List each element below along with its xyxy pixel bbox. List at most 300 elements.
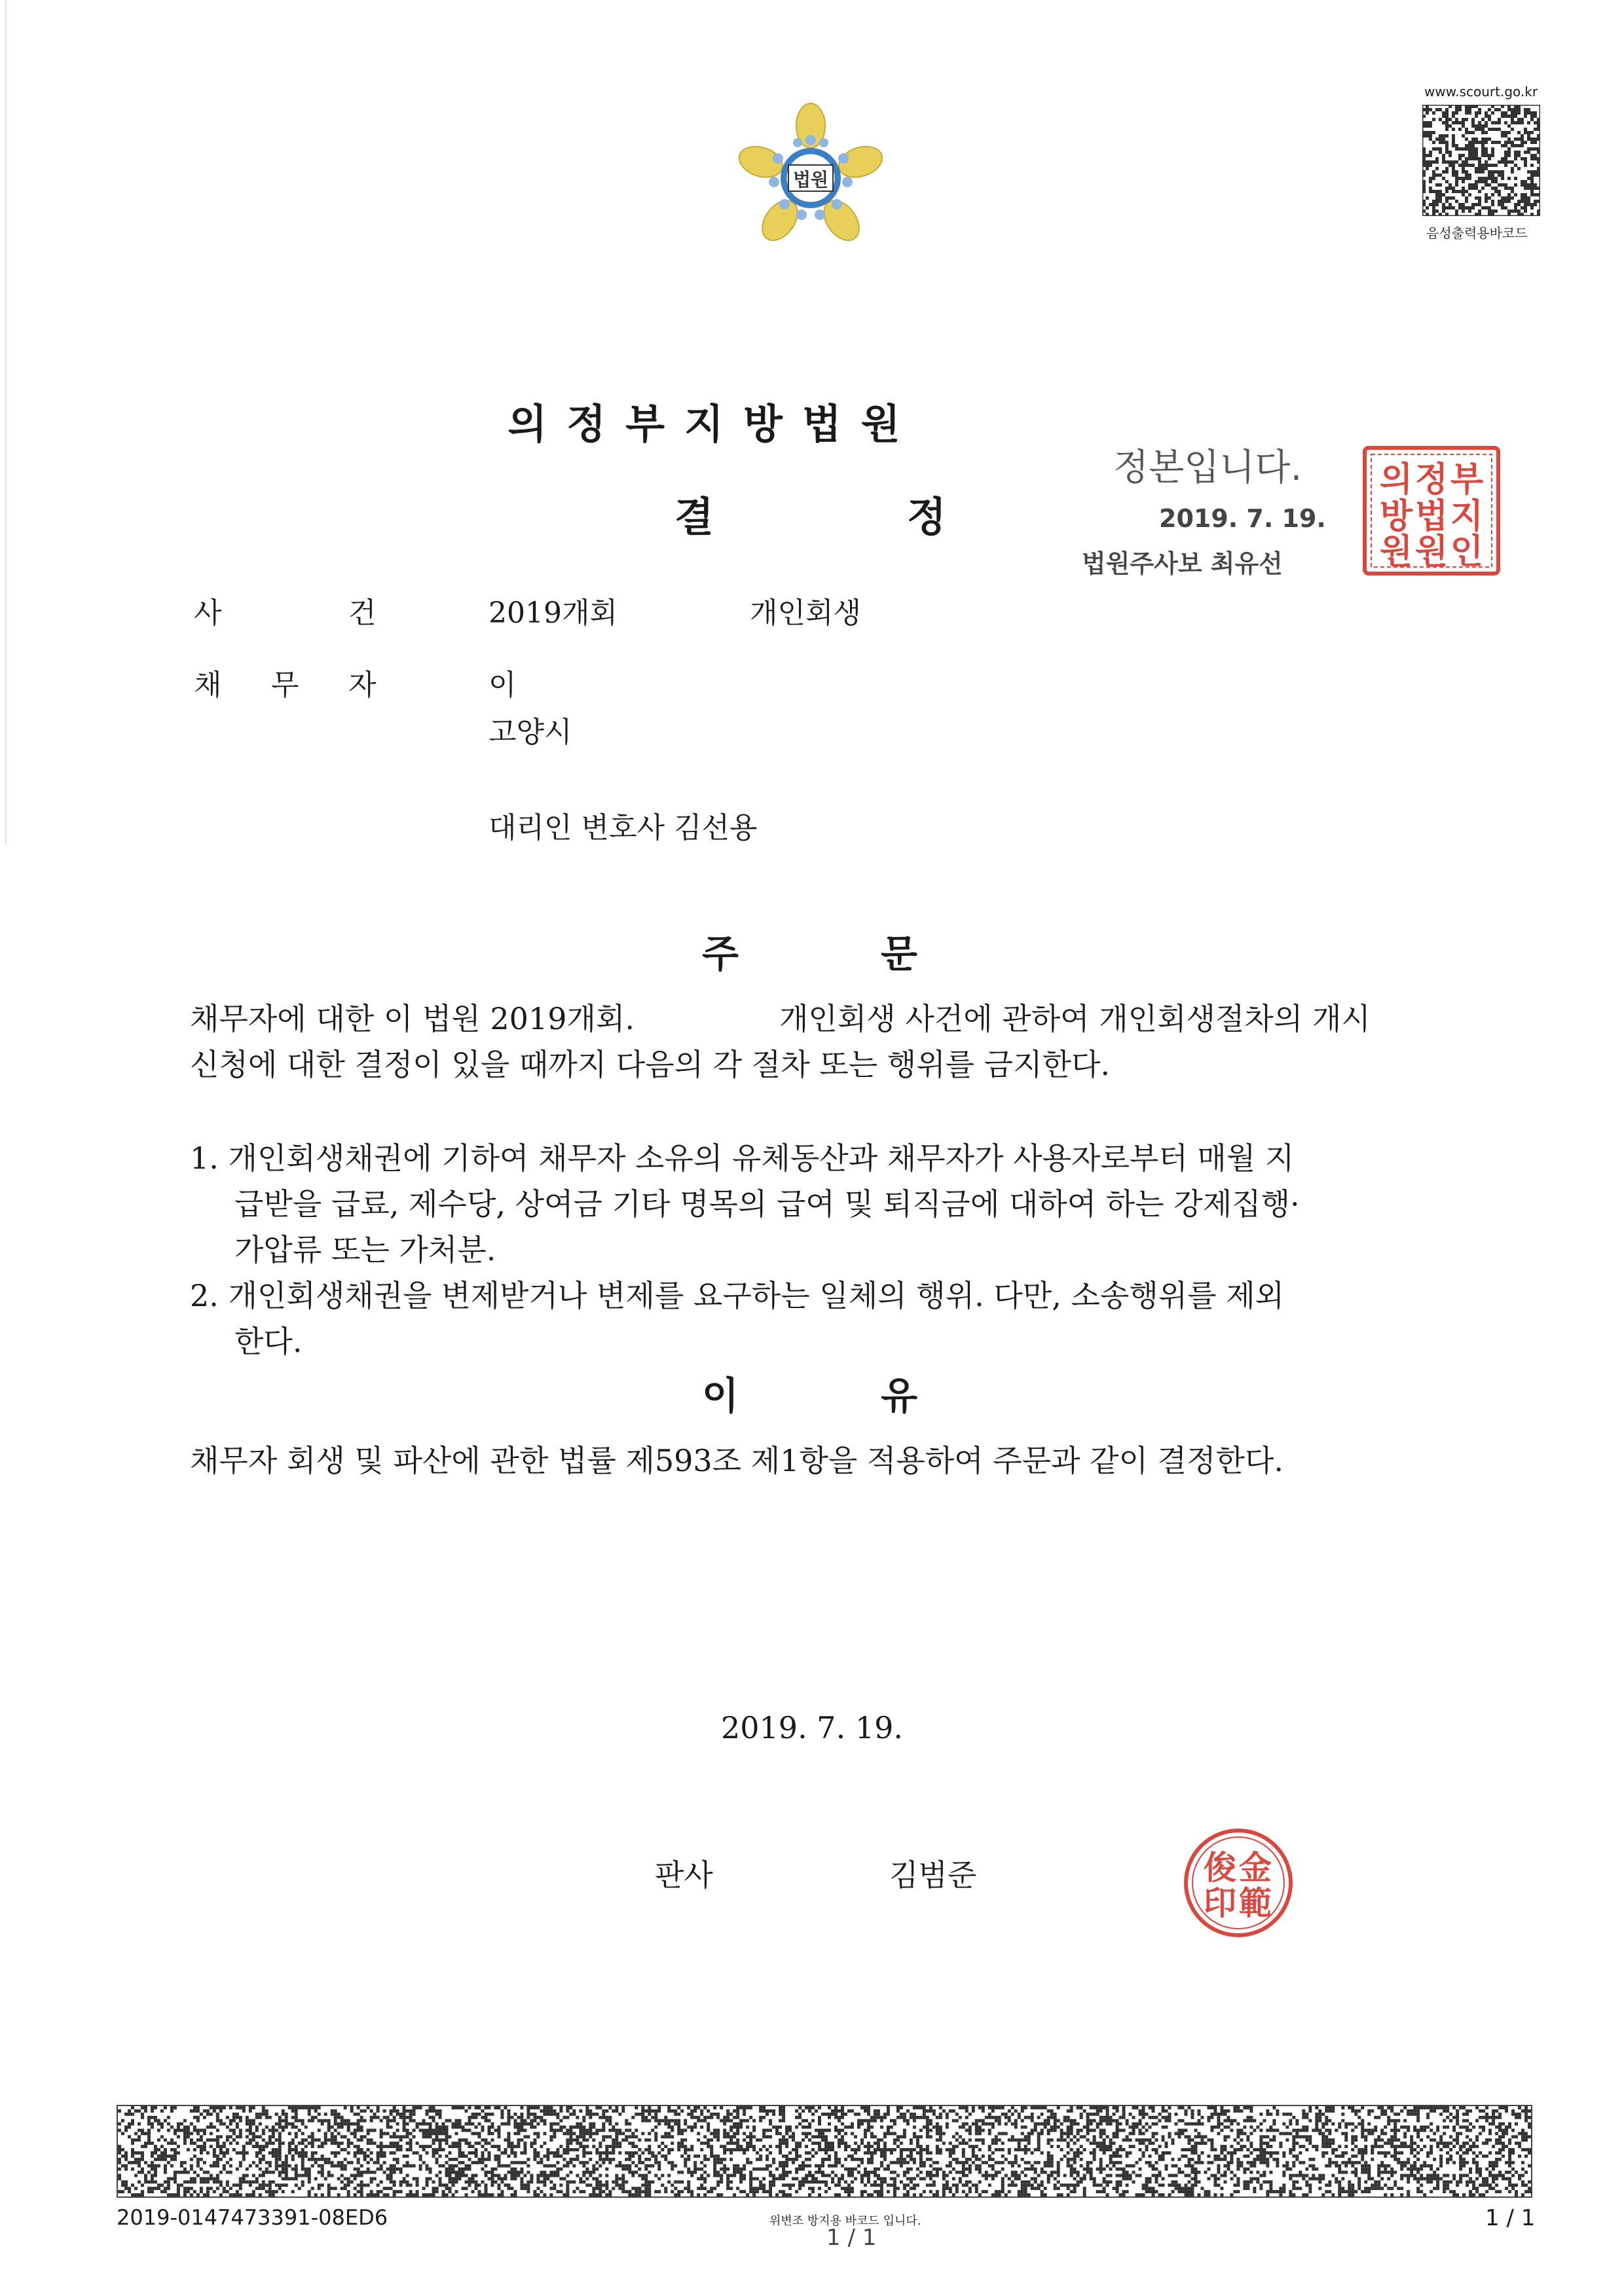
pattern-cell	[1050, 2155, 1054, 2158]
pattern-cell	[982, 2119, 985, 2123]
pattern-cell	[1190, 2148, 1194, 2151]
pattern-cell	[808, 2158, 811, 2161]
pattern-cell	[324, 2135, 327, 2138]
pattern-cell	[602, 2109, 605, 2113]
pattern-cell	[1054, 2171, 1057, 2174]
pattern-cell	[1390, 2109, 1393, 2113]
pattern-cell	[193, 2116, 196, 2119]
pattern-cell	[533, 2141, 536, 2145]
pattern-cell	[949, 2171, 952, 2174]
pattern-cell	[834, 2151, 838, 2155]
pattern-cell	[481, 2138, 484, 2141]
pattern-cell	[513, 2151, 517, 2155]
pattern-cell	[684, 2138, 687, 2141]
pattern-cell	[449, 2177, 452, 2180]
pattern-cell	[867, 2151, 870, 2155]
pattern-cell	[170, 2155, 174, 2158]
pattern-cell	[644, 2174, 648, 2178]
pattern-cell	[216, 2116, 219, 2119]
pattern-cell	[490, 2168, 494, 2171]
pattern-cell	[1530, 118, 1534, 121]
pattern-cell	[1357, 2148, 1361, 2151]
pattern-cell	[644, 2177, 648, 2180]
pattern-cell	[824, 2151, 828, 2155]
pattern-cell	[1318, 2119, 1321, 2123]
pattern-cell	[962, 2123, 965, 2126]
pattern-cell	[533, 2113, 536, 2116]
pattern-cell	[779, 2109, 782, 2113]
pattern-cell	[1439, 196, 1442, 200]
pattern-cell	[1249, 2164, 1253, 2168]
pattern-cell	[1455, 183, 1458, 187]
pattern-cell	[759, 2106, 762, 2109]
pattern-cell	[1397, 2145, 1400, 2148]
pattern-cell	[268, 2116, 272, 2119]
pattern-cell	[510, 2161, 513, 2164]
pattern-cell	[1521, 137, 1524, 141]
pattern-cell	[644, 2116, 648, 2119]
pattern-cell	[540, 2109, 543, 2113]
pattern-cell	[1361, 2135, 1364, 2138]
pattern-cell	[959, 2106, 962, 2109]
pattern-cell	[788, 2126, 792, 2129]
pattern-cell	[1504, 111, 1507, 115]
pattern-cell	[900, 2113, 903, 2116]
pattern-cell	[1462, 118, 1465, 121]
pattern-cell	[1361, 2129, 1364, 2132]
pattern-cell	[1050, 2126, 1054, 2129]
pattern-cell	[445, 2161, 449, 2164]
pattern-cell	[553, 2135, 556, 2138]
pattern-cell	[321, 2141, 324, 2145]
pattern-cell	[785, 2171, 788, 2174]
pattern-cell	[1534, 187, 1537, 190]
pattern-cell	[1498, 193, 1501, 196]
pattern-cell	[1132, 2171, 1135, 2174]
pattern-cell	[314, 2109, 318, 2113]
pattern-cell	[1377, 2174, 1380, 2178]
case-label-char-1: 사	[194, 596, 222, 630]
pattern-cell	[344, 2123, 347, 2126]
pattern-cell	[354, 2132, 357, 2135]
pattern-cell	[785, 2129, 788, 2132]
pattern-cell	[1518, 2106, 1521, 2109]
pattern-cell	[890, 2126, 893, 2129]
pattern-cell	[462, 2168, 465, 2171]
pattern-cell	[546, 2151, 549, 2155]
pattern-cell	[419, 2164, 422, 2168]
pattern-cell	[151, 2116, 154, 2119]
pattern-cell	[413, 2106, 416, 2109]
pattern-cell	[1439, 141, 1442, 144]
pattern-cell	[900, 2106, 903, 2109]
pattern-cell	[841, 2177, 844, 2180]
pattern-cell	[1090, 2171, 1093, 2174]
pattern-cell	[124, 2158, 128, 2161]
pattern-cell	[949, 2109, 952, 2113]
pattern-cell	[1086, 2129, 1090, 2132]
pattern-cell	[1113, 2151, 1116, 2155]
pattern-cell	[321, 2145, 324, 2148]
pattern-cell	[955, 2145, 959, 2148]
pattern-cell	[923, 2116, 926, 2119]
pattern-cell	[285, 2119, 288, 2123]
pattern-cell	[180, 2123, 183, 2126]
pattern-cell	[1446, 2109, 1449, 2113]
pattern-cell	[713, 2161, 716, 2164]
pattern-cell	[327, 2119, 331, 2123]
pattern-cell	[1371, 2177, 1374, 2180]
pattern-cell	[756, 2138, 759, 2141]
pattern-cell	[1325, 2151, 1328, 2155]
pattern-cell	[1285, 2168, 1289, 2171]
pattern-cell	[1449, 196, 1452, 200]
pattern-cell	[1047, 2116, 1050, 2119]
pattern-cell	[1468, 154, 1471, 157]
pattern-cell	[1462, 190, 1465, 193]
pattern-cell	[409, 2116, 413, 2119]
pattern-cell	[1462, 187, 1465, 190]
pattern-cell	[311, 2141, 314, 2145]
pattern-cell	[618, 2177, 621, 2180]
pattern-cell	[605, 2158, 608, 2161]
pattern-cell	[608, 2158, 612, 2161]
pattern-cell	[1155, 2177, 1158, 2180]
pattern-cell	[1426, 167, 1429, 170]
pattern-cell	[677, 2145, 680, 2148]
pattern-cell	[138, 2161, 141, 2164]
pattern-cell	[1504, 160, 1507, 164]
pattern-cell	[1318, 2116, 1321, 2119]
pattern-cell	[631, 2155, 635, 2158]
pattern-cell	[1285, 2161, 1289, 2164]
pattern-cell	[1289, 2132, 1292, 2135]
pattern-cell	[988, 2145, 991, 2148]
pattern-cell	[445, 2126, 449, 2129]
pattern-cell	[1439, 2177, 1443, 2180]
pattern-cell	[1466, 2109, 1469, 2113]
pattern-cell	[219, 2180, 223, 2183]
pattern-cell	[1341, 2151, 1344, 2155]
pattern-cell	[278, 2138, 282, 2141]
pattern-cell	[1041, 2171, 1044, 2174]
pattern-cell	[1465, 196, 1468, 200]
pattern-cell	[1217, 2132, 1220, 2135]
pattern-cell	[1249, 2151, 1253, 2155]
pattern-cell	[759, 2148, 762, 2151]
pattern-cell	[599, 2151, 602, 2155]
pattern-cell	[386, 2145, 390, 2148]
pattern-cell	[874, 2171, 877, 2174]
pattern-cell	[720, 2168, 723, 2171]
pattern-cell	[497, 2132, 500, 2135]
pattern-cell	[703, 2177, 707, 2180]
pattern-cell	[687, 2168, 690, 2171]
pattern-cell	[232, 2129, 236, 2132]
pattern-cell	[654, 2119, 657, 2123]
pattern-cell	[969, 2168, 972, 2171]
pattern-cell	[1328, 2109, 1331, 2113]
pattern-cell	[1181, 2119, 1184, 2123]
pattern-cell	[1445, 144, 1449, 147]
pattern-cell	[854, 2148, 857, 2151]
pattern-cell	[1462, 170, 1465, 173]
pattern-cell	[720, 2158, 723, 2161]
pattern-cell	[1387, 2151, 1390, 2155]
pattern-cell	[975, 2158, 978, 2161]
pattern-cell	[851, 2158, 854, 2161]
pattern-cell	[1432, 160, 1435, 164]
pattern-cell	[1430, 2145, 1433, 2148]
pattern-cell	[1109, 2141, 1113, 2145]
pattern-cell	[321, 2171, 324, 2174]
pattern-cell	[259, 2135, 262, 2138]
pattern-cell	[1475, 141, 1478, 144]
pattern-cell	[1207, 2155, 1210, 2158]
pattern-cell	[1080, 2113, 1083, 2116]
pattern-cell	[1504, 157, 1507, 160]
pattern-cell	[932, 2168, 936, 2171]
pattern-cell	[1187, 2161, 1190, 2164]
pattern-cell	[1433, 2158, 1436, 2161]
pattern-cell	[1037, 2123, 1041, 2126]
pattern-cell	[739, 2168, 743, 2171]
pattern-cell	[1086, 2164, 1090, 2168]
pattern-cell	[1455, 111, 1458, 115]
pattern-cell	[1521, 2109, 1524, 2113]
pattern-cell	[998, 2116, 1001, 2119]
pattern-cell	[969, 2132, 972, 2135]
pattern-cell	[1132, 2126, 1135, 2129]
pattern-cell	[1018, 2113, 1021, 2116]
pattern-cell	[870, 2126, 874, 2129]
pattern-cell	[1508, 2155, 1511, 2158]
pattern-cell	[729, 2148, 733, 2151]
pattern-cell	[160, 2135, 164, 2138]
pattern-cell	[1113, 2164, 1116, 2168]
pattern-cell	[556, 2129, 559, 2132]
pattern-cell	[1439, 200, 1442, 203]
pattern-cell	[151, 2180, 154, 2183]
pattern-cell	[1508, 2177, 1511, 2180]
pattern-cell	[1501, 131, 1504, 134]
pattern-cell	[1495, 2151, 1498, 2155]
pattern-cell	[1465, 118, 1468, 121]
pattern-cell	[118, 2151, 121, 2155]
pattern-cell	[1423, 2129, 1426, 2132]
pattern-cell	[445, 2119, 449, 2123]
pattern-cell	[1021, 2126, 1024, 2129]
pattern-cell	[1109, 2116, 1113, 2119]
pattern-cell	[1439, 2161, 1443, 2164]
pattern-cell	[1289, 2148, 1292, 2151]
pattern-cell	[599, 2155, 602, 2158]
pattern-cell	[301, 2174, 304, 2178]
pattern-cell	[834, 2109, 838, 2113]
pattern-cell	[1449, 206, 1452, 210]
pattern-cell	[1416, 2113, 1420, 2116]
pattern-cell	[569, 2158, 572, 2161]
pattern-cell	[667, 2119, 671, 2123]
pattern-cell	[229, 2106, 232, 2109]
pattern-cell	[972, 2161, 975, 2164]
pattern-cell	[1413, 2113, 1416, 2116]
pattern-cell	[449, 2171, 452, 2174]
pattern-cell	[265, 2161, 268, 2164]
pattern-cell	[988, 2123, 991, 2126]
pattern-cell	[1351, 2123, 1354, 2126]
pattern-cell	[1422, 187, 1426, 190]
pattern-cell	[1429, 131, 1432, 134]
pattern-cell	[1469, 2129, 1472, 2132]
pattern-cell	[1305, 2126, 1308, 2129]
pattern-cell	[962, 2168, 965, 2171]
pattern-cell	[896, 2135, 900, 2138]
pattern-cell	[824, 2113, 828, 2116]
pattern-cell	[160, 2109, 164, 2113]
pattern-cell	[1184, 2174, 1187, 2178]
pattern-cell	[1240, 2109, 1243, 2113]
pattern-cell	[1067, 2132, 1070, 2135]
pattern-cell	[1132, 2164, 1135, 2168]
pattern-cell	[965, 2129, 969, 2132]
pattern-cell	[549, 2174, 553, 2178]
pattern-cell	[196, 2132, 200, 2135]
pattern-cell	[138, 2180, 141, 2183]
pattern-cell	[1057, 2145, 1060, 2148]
pattern-cell	[1488, 170, 1491, 173]
pattern-cell	[1001, 2141, 1005, 2145]
pattern-cell	[490, 2174, 494, 2178]
pattern-cell	[1515, 2116, 1518, 2119]
pattern-cell	[190, 2164, 193, 2168]
pattern-cell	[788, 2129, 792, 2132]
pattern-cell	[1465, 144, 1468, 147]
pattern-cell	[246, 2135, 249, 2138]
pattern-cell	[1429, 187, 1432, 190]
pattern-cell	[896, 2109, 900, 2113]
pattern-cell	[644, 2109, 648, 2113]
pattern-cell	[559, 2145, 563, 2148]
pattern-cell	[409, 2138, 413, 2141]
pattern-cell	[864, 2168, 867, 2171]
pattern-cell	[615, 2129, 618, 2132]
pattern-cell	[680, 2132, 684, 2135]
pattern-cell	[707, 2158, 710, 2161]
pattern-cell	[621, 2109, 625, 2113]
pattern-cell	[1243, 2132, 1246, 2135]
pattern-cell	[811, 2155, 815, 2158]
pattern-cell	[1521, 193, 1524, 196]
pattern-cell	[687, 2106, 690, 2109]
pattern-cell	[183, 2138, 187, 2141]
pattern-cell	[1047, 2161, 1050, 2164]
pattern-cell	[1449, 2141, 1452, 2145]
pattern-cell	[1482, 2177, 1485, 2180]
pattern-cell	[1466, 2119, 1469, 2123]
qr-code-icon[interactable]	[1422, 105, 1540, 216]
pattern-cell	[1063, 2132, 1067, 2135]
pattern-cell	[1210, 2126, 1213, 2129]
pattern-cell	[1426, 134, 1429, 137]
pattern-cell	[939, 2116, 942, 2119]
pattern-cell	[792, 2132, 795, 2135]
pattern-cell	[569, 2126, 572, 2129]
pattern-cell	[700, 2161, 703, 2164]
pattern-cell	[540, 2174, 543, 2178]
pattern-cell	[1073, 2141, 1077, 2145]
pattern-cell	[239, 2151, 242, 2155]
pattern-cell	[988, 2132, 991, 2135]
pattern-cell	[360, 2119, 363, 2123]
pattern-cell	[549, 2135, 553, 2138]
pattern-cell	[435, 2161, 439, 2164]
pattern-cell	[1077, 2129, 1080, 2132]
pattern-cell	[1413, 2155, 1416, 2158]
pattern-cell	[196, 2161, 200, 2164]
pattern-cell	[363, 2109, 367, 2113]
pattern-cell	[124, 2126, 128, 2129]
pattern-cell	[360, 2151, 363, 2155]
pattern-cell	[913, 2119, 916, 2123]
pattern-cell	[978, 2126, 982, 2129]
pattern-cell	[1067, 2126, 1070, 2129]
pattern-cell	[141, 2155, 144, 2158]
pattern-cell	[1498, 2158, 1502, 2161]
pattern-cell	[1172, 2164, 1175, 2168]
pattern-cell	[1517, 154, 1521, 157]
pattern-cell	[1034, 2126, 1037, 2129]
pattern-cell	[1001, 2155, 1005, 2158]
pattern-cell	[1505, 2171, 1508, 2174]
pattern-cell	[582, 2151, 585, 2155]
pattern-cell	[255, 2126, 259, 2129]
pattern-cell	[1213, 2155, 1217, 2158]
pattern-cell	[1060, 2132, 1063, 2135]
pattern-cell	[1027, 2161, 1031, 2164]
pattern-cell	[367, 2148, 370, 2151]
pattern-cell	[707, 2145, 710, 2148]
pattern-cell	[1507, 213, 1511, 216]
pattern-cell	[752, 2168, 756, 2171]
pattern-cell	[1505, 2109, 1508, 2113]
pattern-cell	[828, 2158, 831, 2161]
pattern-cell	[818, 2168, 821, 2171]
pattern-cell	[1018, 2138, 1021, 2141]
pattern-cell	[870, 2158, 874, 2161]
pattern-cell	[1014, 2123, 1018, 2126]
pattern-cell	[543, 2119, 546, 2123]
pattern-cell	[1321, 2145, 1325, 2148]
pattern-cell	[926, 2123, 929, 2126]
pattern-cell	[1498, 183, 1501, 187]
pattern-cell	[223, 2106, 226, 2109]
pattern-cell	[1471, 164, 1475, 167]
pattern-cell	[906, 2119, 910, 2123]
pattern-cell	[762, 2109, 766, 2113]
pattern-cell	[1197, 2141, 1200, 2145]
pattern-cell	[520, 2171, 523, 2174]
pattern-cell	[585, 2138, 589, 2141]
pattern-cell	[903, 2148, 906, 2151]
pattern-cell	[311, 2135, 314, 2138]
pattern-cell	[219, 2145, 223, 2148]
pattern-cell	[736, 2141, 739, 2145]
pattern-cell	[1021, 2158, 1024, 2161]
pattern-cell	[1338, 2145, 1341, 2148]
pattern-cell	[1534, 170, 1537, 173]
pattern-cell	[1103, 2151, 1106, 2155]
